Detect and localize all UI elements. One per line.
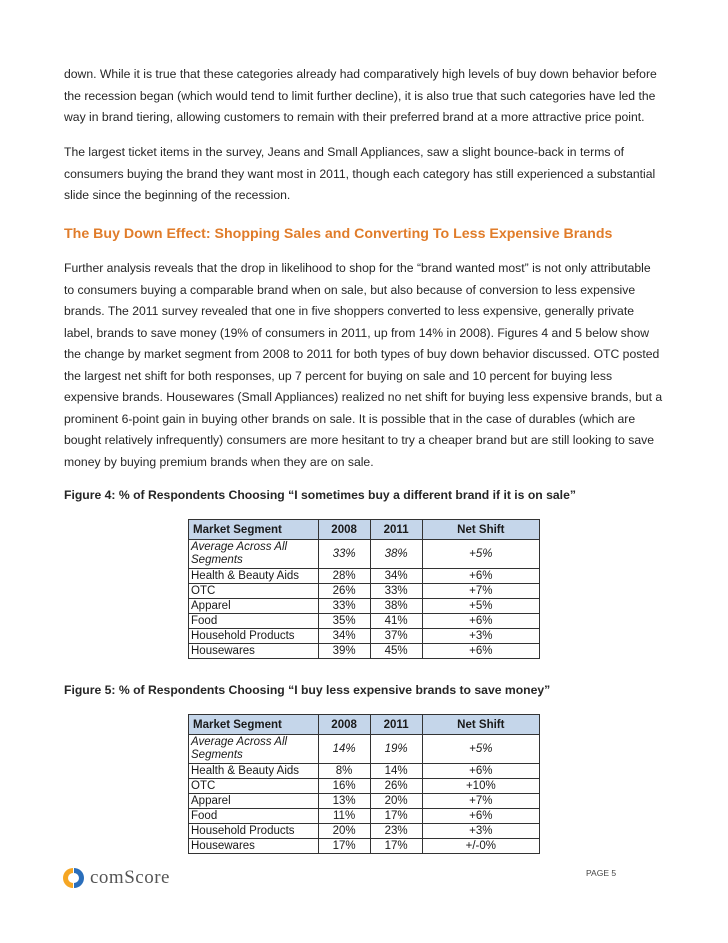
table-row [189,824,540,839]
header-net-shift: Net Shift [422,715,539,735]
value-net-shift: +10% [422,779,539,794]
segment-label: Household Products [189,824,319,839]
value-net-shift: +6% [422,614,539,629]
segment-label: Household Products [189,629,319,644]
value-2011: 34% [370,569,422,584]
value-2011: 26% [370,779,422,794]
header-net-shift: Net Shift [422,520,539,540]
value-2011: 37% [370,629,422,644]
segment-label: Health & Beauty Aids [189,764,319,779]
value-net-shift: +7% [422,794,539,809]
value-net-shift: +7% [422,584,539,599]
figure-4-caption: Figure 4: % of Respondents Choosing “I sometimes buy a different brand if it is on sale” [64,488,576,502]
segment-label: Food [189,809,319,824]
value-2008: 34% [318,629,370,644]
value-net-shift: +5% [422,599,539,614]
paragraph-big-ticket: The largest ticket items in the survey, Jeans and Small Appliances, saw a slight bounce-back in terms of consumers buying the brand they want most in 2011, though each category has still experienced a substantial slide since the beginning of the recession. [64,145,656,202]
value-2008: 35% [318,614,370,629]
table-row-average [189,540,540,569]
value-2008: 20% [318,824,370,839]
value-net-shift: +6% [422,809,539,824]
value-net-shift: +/-0% [422,839,539,854]
figure-5-table [188,714,540,854]
comscore-logo [62,866,170,890]
value-2011: 38% [370,540,422,569]
value-net-shift: +5% [422,540,539,569]
table-row [189,764,540,779]
segment-label: Average Across All Segments [189,735,319,764]
value-2008: 8% [318,764,370,779]
table-header-row [189,715,540,735]
value-2008: 33% [318,540,370,569]
table-row [189,599,540,614]
value-2011: 17% [370,839,422,854]
value-2011: 45% [370,644,422,659]
value-2008: 33% [318,599,370,614]
value-2008: 39% [318,644,370,659]
value-2008: 11% [318,809,370,824]
value-2008: 16% [318,779,370,794]
paragraph-analysis: Further analysis reveals that the drop in likelihood to shop for the “brand wanted most” is not only attributable to consumers buying a comparable brand when on sale, but also because of conversion to less expensive brands. The 2011 survey revealed that one in five shoppers converted to less expensive, generally private label, brands to save money (19% of consumers in 2011, up from 14% in 2008). Figures 4 and 5 below show the change by market segment from 2008 to 2011 for both types of buy down behavior discussed. OTC posted the largest net shift for both responses, up 7 percent for buying on sale and 10 percent for buying less expensive brands. Housewares (Small Appliances) realized no net shift for buying less expensive brands, but a prominent 6-point gain in buying other brands on sale. It is possible that in the case of durables (which are bought relatively infrequently) consumers are more hesitant to try a cheaper brand but are still looking to save money by buying premium brands when they are on sale. [64,261,663,469]
value-2008: 13% [318,794,370,809]
segment-label: OTC [189,584,319,599]
figure-5-caption: Figure 5: % of Respondents Choosing “I buy less expensive brands to save money” [64,683,551,697]
paragraph-intro: down. While it is true that these categories already had comparatively high levels of buy down behavior before the recession began (which would tend to limit further decline), it is also true that such categories have led the way in brand tiering, allowing customers to remain with their preferred brand at a more attractive price point. [64,67,657,124]
page-number: PAGE 5 [586,868,617,878]
table-row [189,839,540,854]
value-net-shift: +6% [422,644,539,659]
value-net-shift: +6% [422,764,539,779]
segment-label: Health & Beauty Aids [189,569,319,584]
value-2011: 38% [370,599,422,614]
segment-label: Apparel [189,599,319,614]
value-2011: 20% [370,794,422,809]
value-2011: 23% [370,824,422,839]
table-row-average [189,735,540,764]
section-heading: The Buy Down Effect: Shopping Sales and Converting To Less Expensive Brands [64,226,613,242]
value-2011: 14% [370,764,422,779]
header-2008: 2008 [318,520,370,540]
value-net-shift: +3% [422,629,539,644]
value-net-shift: +6% [422,569,539,584]
value-2011: 33% [370,584,422,599]
value-2008: 17% [318,839,370,854]
value-2008: 14% [318,735,370,764]
value-2008: 26% [318,584,370,599]
segment-label: OTC [189,779,319,794]
value-2011: 19% [370,735,422,764]
segment-label: Housewares [189,644,319,659]
header-2011: 2011 [370,520,422,540]
segment-label: Housewares [189,839,319,854]
comscore-logo-icon [62,866,84,890]
table-row [189,809,540,824]
figure-4-table [188,519,540,659]
table-header-row [189,520,540,540]
value-2011: 41% [370,614,422,629]
header-market-segment: Market Segment [189,520,319,540]
header-market-segment: Market Segment [189,715,319,735]
table-row [189,779,540,794]
segment-label: Average Across All Segments [189,540,319,569]
value-net-shift: +3% [422,824,539,839]
segment-label: Food [189,614,319,629]
logo-text: comScore [90,867,170,888]
table-row [189,584,540,599]
header-2011: 2011 [370,715,422,735]
table-row [189,614,540,629]
header-2008: 2008 [318,715,370,735]
value-2011: 17% [370,809,422,824]
table-row [189,794,540,809]
segment-label: Apparel [189,794,319,809]
table-row [189,629,540,644]
value-2008: 28% [318,569,370,584]
table-row [189,569,540,584]
table-row [189,644,540,659]
value-net-shift: +5% [422,735,539,764]
